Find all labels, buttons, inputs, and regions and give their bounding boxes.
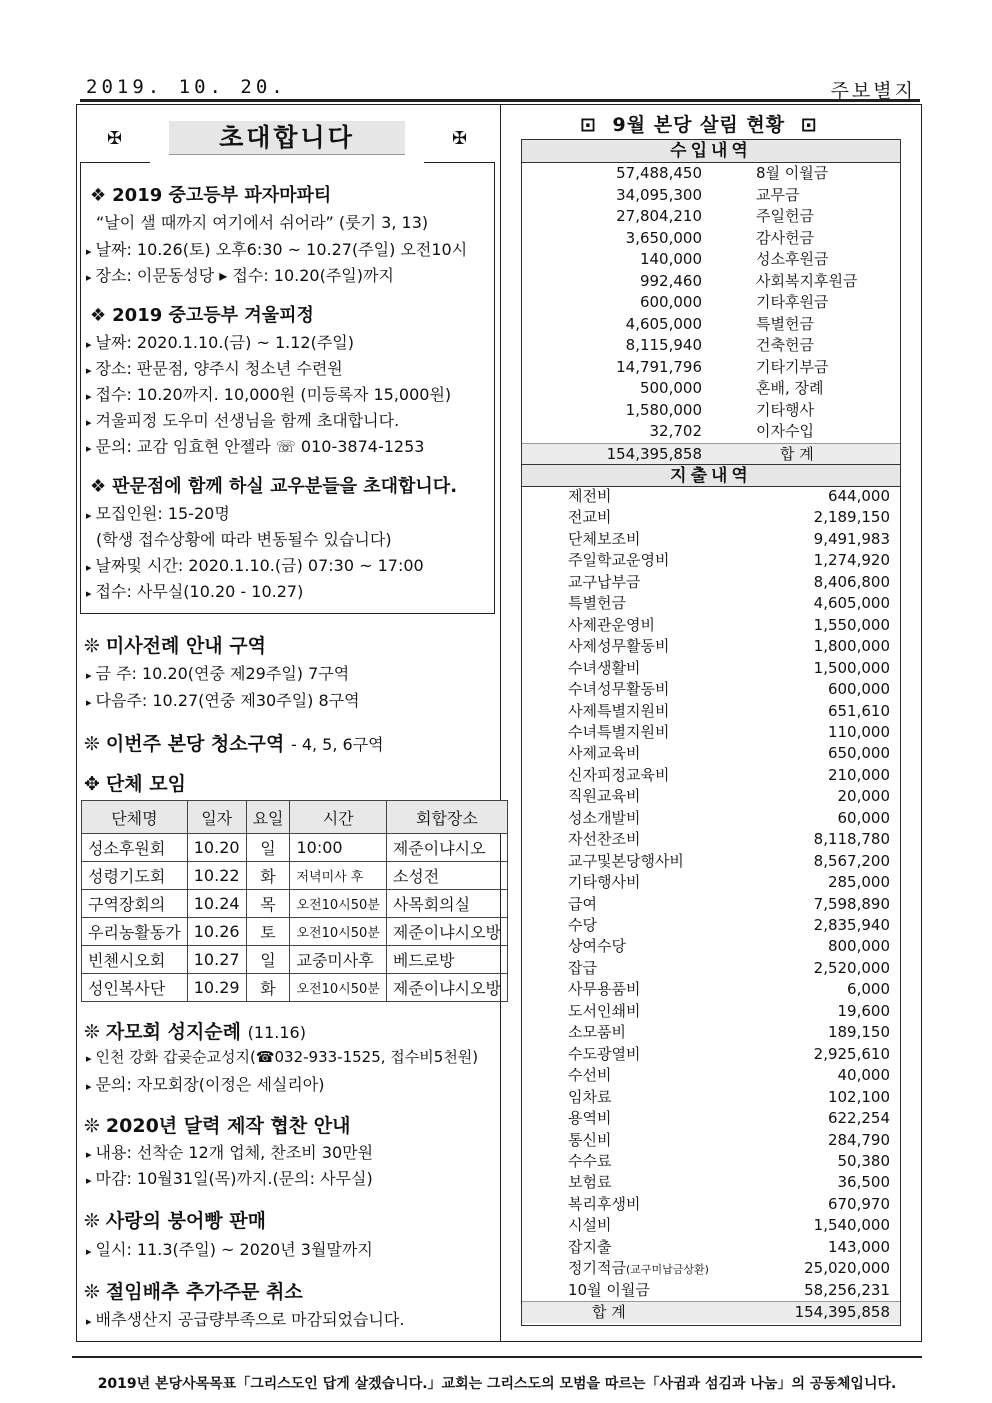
income-row	[522, 271, 900, 293]
income-label: 성소후원금	[756, 250, 829, 268]
expense-label: 주일학교운영비	[568, 551, 670, 570]
calendar-line: ▸ 내용: 선착순 12개 업체, 찬조비 30만원	[86, 1143, 374, 1162]
expense-label: 자선찬조비	[568, 830, 641, 849]
cross-icon: ✠	[452, 128, 468, 149]
bullet-icon: ❖	[90, 305, 107, 326]
expense-label: 수도광열비	[568, 1044, 641, 1063]
mass-heading: ❊ 미사전례 안내 구역	[84, 635, 266, 657]
triangle-icon: ▸	[86, 1245, 92, 1258]
income-amount: 1,580,000	[625, 400, 702, 419]
expense-amount: 284,790	[827, 1130, 890, 1149]
expense-label: 사제특별지원비	[568, 701, 670, 720]
expense-label: 전교비	[568, 508, 612, 527]
calendar-heading: ❊ 2020년 달력 제작 협찬 안내	[84, 1115, 351, 1137]
expense-row	[522, 1194, 900, 1216]
income-row	[522, 314, 900, 336]
expense-label: 수선비	[568, 1066, 612, 1085]
income-label: 기타기부금	[756, 357, 829, 376]
column-header: 시간	[290, 801, 386, 834]
expense-row	[522, 936, 900, 958]
income-total-label: 합 계	[780, 444, 814, 463]
expense-amount: 2,189,150	[813, 508, 890, 527]
expense-row	[522, 550, 900, 572]
expense-label: 교구및본당행사비	[568, 851, 684, 870]
calendar-line: ▸ 마감: 10월31일(목)까지.(문의: 사무실)	[86, 1169, 373, 1188]
expense-row	[522, 1044, 900, 1066]
income-row	[522, 421, 900, 443]
expense-amount: 2,925,610	[813, 1044, 890, 1063]
pilgrimage-line: ▸ 인천 강화 갑곶순교성지(☎032-933-1525, 접수비5천원)	[86, 1048, 479, 1066]
income-label: 기타행사	[756, 400, 814, 419]
table-row: 우리농활동가 10.26 토 오전10시50분 제준이냐시오방	[82, 918, 508, 946]
expense-amount: 50,380	[837, 1151, 890, 1170]
invite-line: ▸ 접수: 10.20까지. 10,000원 (미등록자 15,000원)	[86, 385, 452, 404]
invite-line: ▸ 날짜: 2020.1.10.(금) ~ 1.12(주일)	[86, 333, 354, 352]
expense-amount: 19,600	[837, 1001, 890, 1020]
expense-amount: 25,020,000	[804, 1259, 890, 1278]
column-header: 회합장소	[386, 801, 507, 834]
expense-row	[522, 786, 900, 808]
expense-row	[522, 1108, 900, 1130]
invite-heading: ❖ 2019 중고등부 겨울피정	[90, 305, 314, 326]
expense-amount: 600,000	[827, 680, 890, 699]
invite-line: ▸ 장소: 이문동성당 ▸ 접수: 10.20(주일)까지	[86, 266, 394, 285]
bullet-icon: ❖	[90, 185, 107, 206]
triangle-icon: ▸	[86, 245, 92, 258]
expense-row	[522, 529, 900, 551]
bread-heading: ❊ 사랑의 붕어빵 판매	[84, 1210, 266, 1232]
expense-heading: 지출내역	[522, 464, 900, 487]
expense-amount: 1,274,920	[813, 551, 890, 570]
income-amount: 8,115,940	[625, 336, 702, 354]
column-header: 단체명	[82, 801, 188, 834]
expense-row	[522, 1022, 900, 1044]
expense-amount: 1,500,000	[813, 658, 890, 677]
income-label: 기타후원금	[756, 293, 829, 311]
expense-amount: 644,000	[827, 487, 890, 505]
income-row	[522, 228, 900, 250]
triangle-icon: ▸	[86, 271, 92, 284]
expense-label: 직원교육비	[568, 787, 641, 806]
income-row	[522, 185, 900, 207]
triangle-icon: ▸	[86, 416, 92, 429]
income-row	[522, 292, 900, 314]
income-amount: 57,488,450	[616, 164, 702, 182]
income-heading: 수입내역	[522, 140, 900, 163]
income-total-row	[522, 443, 900, 465]
income-label: 8월 이월금	[756, 164, 829, 182]
pilgrimage-heading: ❊ 자모회 성지순례 (11.16)	[84, 1021, 306, 1043]
expense-row	[522, 1280, 900, 1302]
income-row	[522, 400, 900, 422]
income-amount: 14,791,796	[616, 357, 702, 376]
invite-line: ▸ 접수: 사무실(10.20 - 10.27)	[86, 582, 304, 601]
cleaning-heading: ❊ 이번주 본당 청소구역 - 4, 5, 6구역	[84, 733, 384, 755]
expense-note: (교구미납금상환)	[625, 1263, 709, 1277]
expense-row	[522, 829, 900, 851]
expense-amount: 7,598,890	[813, 894, 890, 913]
invite-line: ▸ 날짜: 10.26(토) 오후6:30 ~ 10.27(주일) 오전10시	[86, 240, 468, 259]
snowflake-icon: ❊	[84, 1115, 100, 1137]
triangle-icon: ▸	[86, 669, 92, 682]
pilgrimage-line: ▸ 문의: 자모회장(이정은 세실리아)	[86, 1075, 325, 1094]
expense-amount: 189,150	[827, 1023, 890, 1042]
expense-label: 10월 이월금	[568, 1280, 650, 1299]
expense-amount: 8,567,200	[813, 851, 890, 870]
table-row: 성인복사단 10.29 화 오전10시50분 제준이냐시오방	[82, 974, 508, 1002]
expense-label: 수녀성무활동비	[568, 680, 670, 699]
cabbage-heading: ❊ 절임배추 추가주문 취소	[84, 1281, 303, 1303]
expense-label: 잡급	[568, 958, 597, 977]
income-amount: 3,650,000	[625, 228, 702, 247]
cabbage-line: ▸ 배추생산지 공급량부족으로 마감되었습니다.	[86, 1310, 405, 1329]
triangle-icon: ▸	[86, 338, 92, 351]
expense-label: 제전비	[568, 487, 612, 505]
triangle-icon: ▸	[86, 509, 92, 522]
mass-line: ▸ 다음주: 10.27(연중 제30주일) 8구역	[86, 691, 360, 710]
snowflake-icon: ❊	[84, 1021, 100, 1043]
triangle-icon: ▸	[86, 1080, 92, 1093]
square-icon: ⊡	[580, 114, 597, 136]
expense-row	[522, 743, 900, 765]
expense-amount: 40,000	[837, 1066, 890, 1085]
expense-label: 잡지출	[568, 1237, 612, 1256]
table-row: 성소후원회 10.20 일 10:00 제준이냐시오	[82, 834, 508, 862]
square-icon: ⊡	[800, 114, 818, 136]
column-header: 요일	[246, 801, 290, 834]
income-row	[522, 163, 900, 185]
expense-row	[522, 1151, 900, 1173]
bulletin-date: 2019. 10. 20.	[86, 76, 287, 98]
expense-amount: 110,000	[827, 722, 890, 741]
expense-amount: 210,000	[827, 765, 890, 784]
expense-row	[522, 765, 900, 787]
expense-row	[522, 1130, 900, 1152]
expense-label: 임차료	[568, 1087, 612, 1106]
expense-amount: 102,100	[827, 1087, 890, 1106]
triangle-icon: ▸	[86, 561, 92, 574]
expense-amount: 9,491,983	[813, 529, 890, 548]
income-label: 사회복지후원금	[756, 271, 858, 290]
groups-table	[81, 800, 508, 1002]
sparkle-icon: ✥	[84, 773, 100, 795]
expense-row	[522, 507, 900, 529]
expense-row	[522, 1237, 900, 1259]
expense-amount: 1,800,000	[813, 637, 890, 656]
expense-row	[522, 851, 900, 873]
triangle-icon: ▸	[86, 1052, 92, 1065]
income-label: 교무금	[756, 185, 800, 204]
triangle-icon: ▸	[86, 442, 92, 455]
expense-amount: 800,000	[827, 937, 890, 956]
snowflake-icon: ❊	[84, 1210, 100, 1232]
mass-line: ▸ 금 주: 10.20(연중 제29주일) 7구역	[86, 664, 350, 683]
expense-row	[522, 1258, 900, 1280]
invite-quote: “날이 샐 때까지 여기에서 쉬어라” (룻기 3, 13)	[96, 213, 429, 232]
expense-label: 상여수당	[568, 937, 626, 956]
expense-label: 교구납부금	[568, 572, 641, 591]
triangle-icon: ▸	[86, 390, 92, 403]
income-label: 특별헌금	[756, 314, 814, 333]
expense-row	[522, 1065, 900, 1087]
expense-amount: 60,000	[837, 808, 890, 827]
expense-row	[522, 894, 900, 916]
cross-icon: ✠	[107, 128, 123, 149]
bread-line: ▸ 일시: 11.3(주일) ~ 2020년 3월말까지	[86, 1240, 373, 1259]
income-amount: 992,460	[639, 271, 702, 290]
expense-row	[522, 701, 900, 723]
income-amount: 600,000	[639, 293, 702, 311]
expense-label: 사무용품비	[568, 980, 641, 999]
expense-row	[522, 486, 900, 508]
bullet-icon: ❖	[90, 476, 107, 497]
expense-row	[522, 636, 900, 658]
income-amount: 34,095,300	[616, 185, 702, 204]
column-header: 일자	[187, 801, 246, 834]
expense-amount: 58,256,231	[804, 1280, 890, 1299]
expense-amount: 36,500	[837, 1173, 890, 1192]
invite-heading: ❖ 2019 중고등부 파자마파티	[90, 185, 332, 206]
expense-amount: 6,000	[847, 980, 890, 999]
triangle-icon: ▸	[86, 696, 92, 709]
triangle-icon: ▸	[86, 1174, 92, 1187]
expense-row	[522, 615, 900, 637]
expense-amount: 8,406,800	[813, 572, 890, 591]
table-header-row	[82, 801, 508, 834]
expense-label: 특별헌금	[568, 594, 626, 613]
expense-amount: 670,970	[827, 1194, 890, 1213]
expense-label: 정기적금(교구미납금상환)	[568, 1259, 709, 1278]
expense-label: 시설비	[568, 1216, 612, 1235]
expense-row	[522, 679, 900, 701]
cleaning-detail: - 4, 5, 6구역	[290, 735, 384, 754]
income-amount: 4,605,000	[625, 314, 702, 333]
invite-line: ▸ 장소: 판문점, 양주시 청소년 수련원	[86, 359, 343, 378]
expense-label: 수녀특별지원비	[568, 722, 670, 741]
income-label: 건축헌금	[756, 336, 814, 354]
expense-row	[522, 872, 900, 894]
finance-title: ⊡ 9월 본당 살림 현황 ⊡	[580, 114, 818, 136]
table-row: 성령기도회 10.22 화 저녁미사 후 소성전	[82, 862, 508, 890]
expense-row	[522, 593, 900, 615]
expense-label: 수녀생활비	[568, 658, 641, 677]
expense-label: 급여	[568, 894, 597, 913]
expense-label: 성소개발비	[568, 808, 641, 827]
expense-label: 기타행사비	[568, 873, 641, 892]
invite-line: ▸ 날짜및 시간: 2020.1.10.(금) 07:30 ~ 17:00	[86, 556, 424, 575]
expense-amount: 285,000	[827, 873, 890, 892]
income-row	[522, 206, 900, 228]
income-label: 이자수입	[756, 422, 814, 440]
expense-amount: 2,835,940	[813, 916, 890, 934]
expense-total-row	[522, 1301, 900, 1323]
expense-row	[522, 1172, 900, 1194]
expense-row	[522, 572, 900, 594]
expense-label: 사제관운영비	[568, 615, 655, 634]
bulletin-label: 주보별지	[830, 80, 916, 102]
expense-amount: 143,000	[827, 1237, 890, 1256]
expense-amount: 2,520,000	[813, 958, 890, 977]
invite-line: ▸ 겨울피정 도우미 선생님을 함께 초대합니다.	[86, 411, 400, 430]
income-amount: 140,000	[639, 250, 702, 268]
expense-label: 사제성무활동비	[568, 637, 670, 656]
expense-label: 통신비	[568, 1130, 612, 1149]
expense-amount: 8,118,780	[813, 830, 890, 849]
triangle-icon: ▸	[86, 364, 92, 377]
triangle-icon: ▸	[86, 1148, 92, 1161]
income-row	[522, 378, 900, 400]
expense-label: 사제교육비	[568, 744, 641, 763]
invite-line: ▸ 모집인원: 15-20명	[86, 504, 230, 523]
expense-amount: 622,254	[827, 1109, 890, 1128]
snowflake-icon: ❊	[84, 635, 100, 657]
expense-row	[522, 722, 900, 744]
expense-amount: 651,610	[827, 701, 890, 720]
pilgrimage-date: (11.16)	[247, 1023, 306, 1042]
expense-label: 복리후생비	[568, 1194, 641, 1213]
income-label: 주일헌금	[756, 207, 814, 225]
expense-label: 신자피정교육비	[568, 765, 670, 784]
invite-line: ▸ 문의: 교감 임효현 안젤라 ☏ 010-3874-1253	[86, 437, 425, 456]
snowflake-icon: ❊	[84, 1281, 100, 1303]
expense-amount: 1,540,000	[813, 1216, 890, 1235]
triangle-icon: ▸	[86, 587, 92, 600]
snowflake-icon: ❊	[84, 733, 100, 755]
expense-label: 보험료	[568, 1173, 612, 1192]
groups-heading: ✥ 단체 모임	[84, 773, 186, 795]
expense-row	[522, 1001, 900, 1023]
income-row	[522, 357, 900, 379]
income-label: 혼배, 장례	[756, 379, 824, 397]
header-bar	[80, 76, 920, 102]
expense-row	[522, 915, 900, 937]
expense-amount: 1,550,000	[813, 615, 890, 634]
invite-title: 초대합니다	[169, 121, 405, 155]
expense-label: 단체보조비	[568, 529, 641, 548]
expense-row	[522, 1215, 900, 1237]
income-amount: 32,702	[649, 422, 702, 440]
expense-row	[522, 979, 900, 1001]
triangle-icon: ▸	[86, 1315, 92, 1328]
expense-amount: 650,000	[827, 744, 890, 763]
footer-rule	[72, 1356, 922, 1358]
expense-label: 수수료	[568, 1151, 612, 1170]
income-total-amount: 154,395,858	[606, 444, 702, 463]
expense-label: 소모품비	[568, 1023, 626, 1042]
income-label: 감사헌금	[756, 228, 814, 247]
expense-row	[522, 958, 900, 980]
expense-total-label: 합 계	[592, 1303, 626, 1322]
invite-heading: ❖ 판문점에 함께 하실 교우분들을 초대합니다.	[90, 476, 458, 497]
expense-row	[522, 808, 900, 830]
footer-motto: 2019년 본당사목목표「그리스도인 답게 살겠습니다.」교회는 그리스도의 모범을 따르는「사귐과 섬김과 나눔」의 공동체입니다.	[97, 1376, 897, 1392]
table-row: 빈첸시오회 10.27 일 교중미사후 베드로방	[82, 946, 508, 974]
expense-label: 용역비	[568, 1109, 612, 1128]
expense-row	[522, 658, 900, 680]
expense-row	[522, 1087, 900, 1109]
expense-label: 수당	[568, 916, 597, 934]
invite-line: (학생 접수상황에 따라 변동될수 있습니다)	[96, 530, 392, 549]
income-amount: 27,804,210	[616, 207, 702, 225]
expense-label: 도서인쇄비	[568, 1001, 641, 1020]
income-amount: 500,000	[639, 379, 702, 397]
table-row: 구역장회의 10.24 목 오전10시50분 사목회의실	[82, 890, 508, 918]
column-divider	[500, 104, 501, 1342]
income-row	[522, 249, 900, 271]
income-row	[522, 335, 900, 357]
expense-amount: 20,000	[837, 787, 890, 806]
expense-amount: 4,605,000	[813, 594, 890, 613]
expense-total-amount: 154,395,858	[794, 1303, 890, 1322]
